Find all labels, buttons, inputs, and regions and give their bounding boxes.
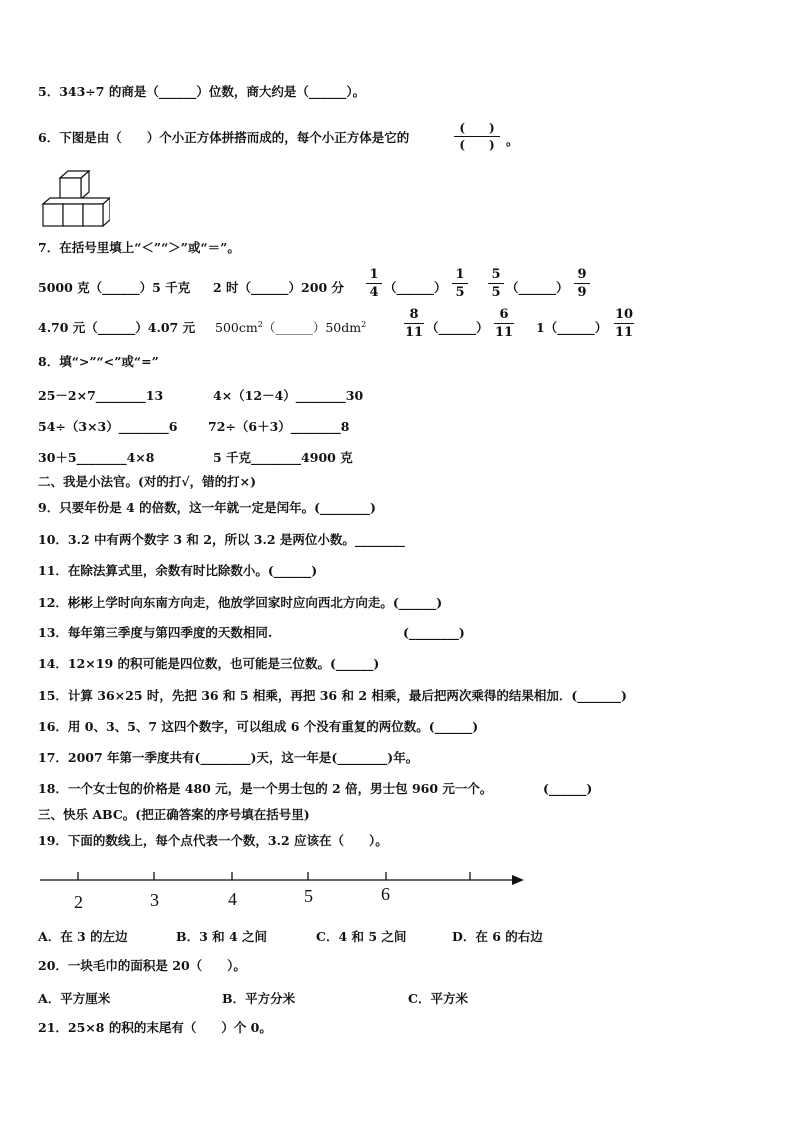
q8-item: 72÷（6＋3）________8: [208, 419, 350, 434]
option-a: A．平方厘米: [38, 991, 111, 1006]
cube-top-face: [43, 198, 110, 204]
question-16: 16．用 0、3、5、7 这四个数字，可以组成 6 个没有重复的两位数。(______): [38, 719, 479, 734]
q8-item: 54÷（3×3）________6: [38, 419, 178, 434]
fraction: $\frac{10}{11}$: [614, 307, 634, 340]
fraction: $\frac{8}{11}$: [404, 307, 424, 340]
q8-item: 25－2×7________13: [38, 388, 164, 403]
question-17: 17．2007 年第一季度共有(________)天，这一年是(________)年。: [38, 750, 419, 765]
q8-item: 4×（12－4）________30: [213, 388, 364, 403]
fraction-numerator: ( ): [454, 120, 500, 137]
q7-blank: （______）: [506, 280, 569, 295]
tick-label: 4: [228, 889, 237, 909]
section-3-heading: 三、快乐 ABC。(把正确答案的序号填在括号里): [38, 807, 310, 822]
fraction: $\frac{5}{5}$: [488, 266, 504, 301]
q7-blank: （______）: [384, 280, 447, 295]
cube-front-face: [83, 204, 103, 226]
tick-label: 2: [74, 892, 83, 912]
question-6-fraction: [454, 120, 500, 153]
tick-label: 5: [304, 886, 313, 906]
q7-blank: （______）: [426, 320, 489, 335]
question-14: 14．12×19 的积可能是四位数，也可能是三位数。(______): [38, 656, 380, 671]
cube-figure: [40, 170, 110, 232]
option-b: B．平方分米: [222, 991, 296, 1006]
cube-front-face: [43, 204, 63, 226]
cube-front-face: [63, 204, 83, 226]
question-19: 19．下面的数线上，每个点代表一个数，3.2 应该在（ ）。: [38, 833, 388, 848]
question-10: 10．3.2 中有两个数字 3 和 2，所以 3.2 是两位小数。________: [38, 532, 405, 547]
option-c: C．平方米: [408, 991, 468, 1006]
fraction: $\frac{6}{11}$: [494, 307, 514, 340]
question-15: 15．计算 36×25 时，先把 36 和 5 相乘，再把 36 和 2 相乘，最后把两次乘得的结果相加．(_______): [38, 688, 627, 703]
option-b: B．3 和 4 之间: [176, 929, 268, 944]
cube-front-face: [60, 178, 81, 199]
q7-item-8: 1（______）: [536, 320, 608, 335]
arrow-right-icon: [512, 875, 524, 885]
q7-item-2: 2 时（______）200 分: [213, 280, 344, 295]
question-18: 18．一个女士包的价格是 480 元，是一个男士包的 2 倍，男士包 960 元一个。: [38, 781, 493, 796]
option-a: A．在 3 的左边: [38, 929, 128, 944]
fraction: $\frac{1}{4}$: [366, 266, 382, 301]
q8-item: 5 千克________4900 克: [213, 450, 353, 465]
q7-item-3: 4.70 元（______）4.07 元: [38, 320, 196, 335]
number-line: [36, 860, 530, 916]
question-13-blank: (________): [403, 625, 465, 640]
q7-item-1: 5000 克（______）5 千克: [38, 280, 191, 295]
question-9: 9．只要年份是 4 的倍数，这一年就一定是闰年。(________): [38, 500, 376, 515]
question-18-blank: (______): [543, 781, 593, 796]
fraction-denominator: ( ): [459, 138, 495, 152]
q8-item: 30＋5________4×8: [38, 450, 155, 465]
question-6: 6．下图是由（ ）个小正方体拼搭而成的，每个小正方体是它的: [38, 130, 410, 145]
tick-label: 6: [381, 884, 390, 904]
question-20: 20．一块毛巾的面积是 20（ ）。: [38, 958, 246, 973]
option-c: C．4 和 5 之间: [316, 929, 407, 944]
q7-item-4: $500cm^2(\_\_\_\_\_\_)50dm^2$: [215, 319, 367, 335]
question-8-title: 8．填“>”“<”或“=”: [38, 354, 159, 369]
fraction: $\frac{9}{9}$: [574, 266, 590, 301]
option-d: D．在 6 的右边: [452, 929, 543, 944]
question-7-title: 7．在括号里填上“＜”“＞”或“＝”。: [38, 240, 240, 255]
question-6-end: 。: [506, 133, 519, 148]
question-12: 12．彬彬上学时向东南方向走，他放学回家时应向西北方向走。(______): [38, 595, 443, 610]
section-2-heading: 二、我是小法官。(对的打√，错的打×): [38, 474, 257, 489]
question-13: 13．每年第三季度与第四季度的天数相同.: [38, 625, 273, 640]
question-21: 21．25×8 的积的末尾有（ ）个 0。: [38, 1020, 272, 1035]
tick-label: 3: [150, 890, 159, 910]
question-5: 5．343÷7 的商是（______）位数，商大约是（______）。: [38, 84, 366, 99]
question-11: 11．在除法算式里，余数有时比除数小。(______): [38, 563, 318, 578]
fraction: $\frac{1}{5}$: [452, 266, 468, 301]
